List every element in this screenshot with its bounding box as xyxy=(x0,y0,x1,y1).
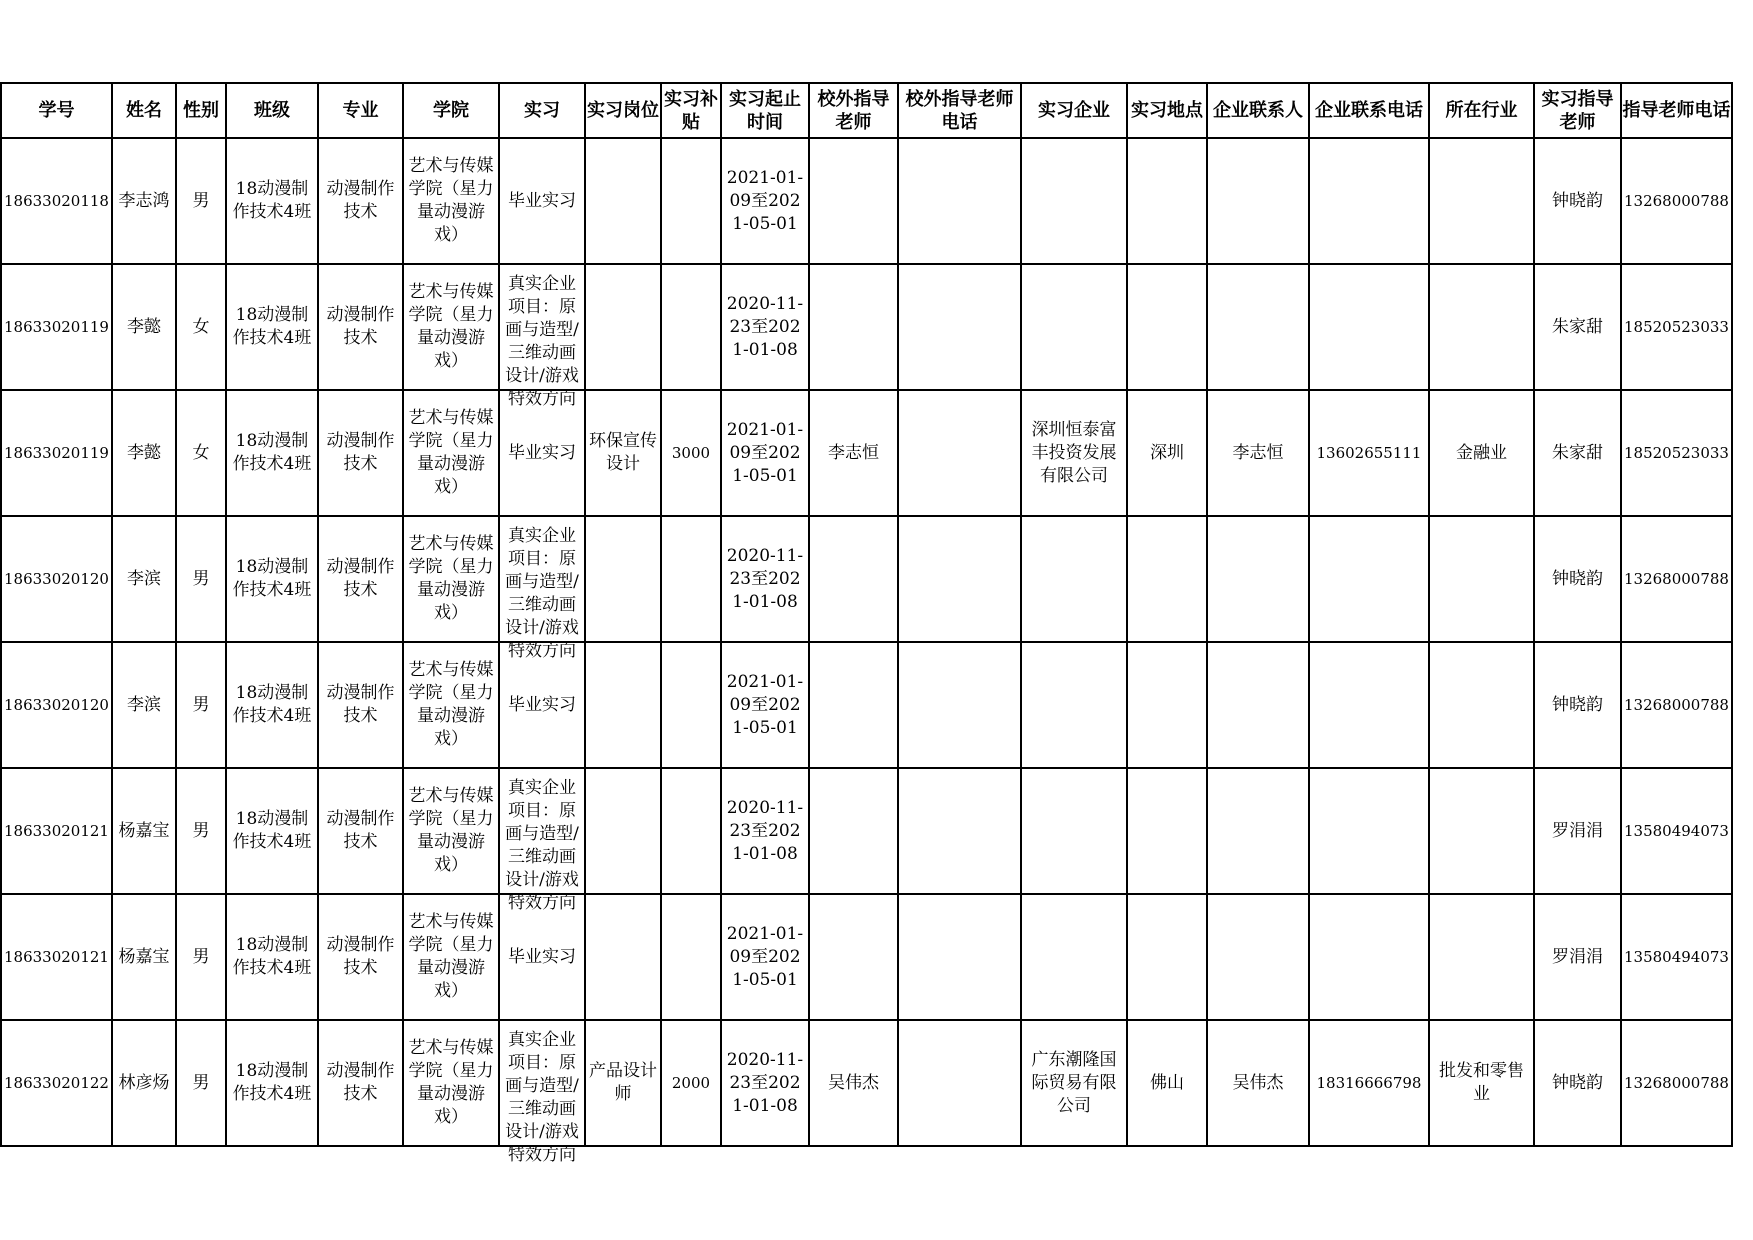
cell-text: 动漫制作技术 xyxy=(326,305,395,348)
column-header-student-id: 学号 xyxy=(1,83,112,138)
cell-company-phone xyxy=(1309,390,1429,516)
cell-text: 艺术与传媒学院（星力量动漫游戏） xyxy=(408,1038,494,1127)
cell-text: 林彦炀 xyxy=(118,1072,170,1093)
cell-text: 2021-01-09至2021-05-01 xyxy=(726,923,804,990)
cell-text: 李志鸿 xyxy=(118,190,170,211)
cell-text: 动漫制作技术 xyxy=(326,809,395,852)
cell-external-mentor xyxy=(809,642,898,768)
cell-text: 李滨 xyxy=(126,568,161,589)
cell-mentor-phone xyxy=(1621,768,1732,894)
cell-company-contact xyxy=(1207,1020,1309,1146)
cell-text: 18动漫制作技术4班 xyxy=(232,809,312,852)
cell-text: 艺术与传媒学院（星力量动漫游戏） xyxy=(408,786,494,875)
column-header-position: 实习岗位 xyxy=(585,83,661,138)
cell-mentor xyxy=(1534,516,1621,642)
cell-text: 艺术与传媒学院（星力量动漫游戏） xyxy=(408,282,494,371)
cell-gender xyxy=(176,642,226,768)
cell-external-mentor-phone xyxy=(898,894,1021,1020)
cell-major xyxy=(318,1020,403,1146)
cell-external-mentor xyxy=(809,516,898,642)
cell-text: 男 xyxy=(192,820,210,841)
cell-gender xyxy=(176,894,226,1020)
cell-class xyxy=(226,138,318,264)
table-row xyxy=(1,264,1732,390)
cell-college xyxy=(403,1020,499,1146)
cell-text: 18520523033 xyxy=(1623,317,1729,336)
cell-mentor xyxy=(1534,1020,1621,1146)
table-row xyxy=(1,1020,1732,1146)
cell-mentor-phone xyxy=(1621,390,1732,516)
cell-text: 动漫制作技术 xyxy=(326,1061,395,1104)
cell-company xyxy=(1021,768,1127,894)
cell-text: 钟晓韵 xyxy=(1551,694,1603,715)
cell-external-mentor-phone xyxy=(898,264,1021,390)
cell-company xyxy=(1021,138,1127,264)
cell-subsidy xyxy=(661,516,721,642)
column-header-industry: 所在行业 xyxy=(1429,83,1534,138)
cell-subsidy xyxy=(661,390,721,516)
cell-name xyxy=(112,516,176,642)
cell-company-phone xyxy=(1309,894,1429,1020)
cell-college xyxy=(403,264,499,390)
cell-text: 艺术与传媒学院（星力量动漫游戏） xyxy=(408,660,494,749)
cell-internship-type xyxy=(499,768,585,913)
cell-mentor-phone xyxy=(1621,138,1732,264)
cell-company xyxy=(1021,642,1127,768)
column-header-location: 实习地点 xyxy=(1127,83,1207,138)
cell-student-id xyxy=(1,768,112,894)
cell-text: 13268000788 xyxy=(1623,569,1729,588)
cell-industry xyxy=(1429,516,1534,642)
cell-position xyxy=(585,642,661,768)
cell-internship-type xyxy=(499,516,585,661)
cell-industry xyxy=(1429,138,1534,264)
cell-text: 18动漫制作技术4班 xyxy=(232,683,312,726)
cell-industry xyxy=(1429,894,1534,1020)
cell-gender xyxy=(176,1020,226,1146)
cell-external-mentor-phone xyxy=(898,138,1021,264)
cell-position xyxy=(585,1020,661,1146)
cell-company-phone xyxy=(1309,138,1429,264)
cell-text: 18633020121 xyxy=(4,947,109,966)
header-row xyxy=(1,83,1732,138)
cell-major xyxy=(318,264,403,390)
cell-external-mentor-phone xyxy=(898,516,1021,642)
cell-text: 18动漫制作技术4班 xyxy=(232,935,312,978)
cell-text: 艺术与传媒学院（星力量动漫游戏） xyxy=(408,534,494,623)
cell-company-contact xyxy=(1207,390,1309,516)
column-header-name: 姓名 xyxy=(112,83,176,138)
cell-text: 动漫制作技术 xyxy=(326,431,395,474)
cell-text: 18633020119 xyxy=(4,317,109,336)
cell-mentor-phone xyxy=(1621,894,1732,1020)
cell-text: 2020-11-23至2021-01-08 xyxy=(726,293,804,360)
table-row xyxy=(1,516,1732,642)
cell-text: 真实企业项目：原画与造型/三维动画设计/游戏特效方向 xyxy=(505,1030,579,1165)
column-header-internship-type: 实习 xyxy=(499,83,585,138)
column-header-period: 实习起止时间 xyxy=(721,83,809,138)
cell-text: 13580494073 xyxy=(1623,821,1729,840)
cell-text: 艺术与传媒学院（星力量动漫游戏） xyxy=(408,912,494,1001)
cell-text: 朱家甜 xyxy=(1551,442,1603,463)
cell-text: 动漫制作技术 xyxy=(326,557,395,600)
cell-text: 钟晓韵 xyxy=(1551,1072,1603,1093)
column-header-company: 实习企业 xyxy=(1021,83,1127,138)
cell-class xyxy=(226,264,318,390)
cell-text: 吴伟杰 xyxy=(827,1072,879,1093)
cell-mentor xyxy=(1534,894,1621,1020)
cell-text: 2020-11-23至2021-01-08 xyxy=(726,545,804,612)
column-header-company-phone: 企业联系电话 xyxy=(1309,83,1429,138)
cell-internship-type xyxy=(499,138,585,264)
cell-period xyxy=(721,642,809,768)
cell-text: 李懿 xyxy=(126,442,161,463)
cell-name xyxy=(112,264,176,390)
cell-location xyxy=(1127,264,1207,390)
cell-major xyxy=(318,894,403,1020)
cell-text: 深圳 xyxy=(1149,442,1184,463)
cell-college xyxy=(403,894,499,1020)
cell-gender xyxy=(176,264,226,390)
cell-company-contact xyxy=(1207,138,1309,264)
cell-gender xyxy=(176,768,226,894)
cell-external-mentor-phone xyxy=(898,768,1021,894)
cell-student-id xyxy=(1,642,112,768)
cell-position xyxy=(585,138,661,264)
cell-gender xyxy=(176,516,226,642)
cell-text: 产品设计师 xyxy=(588,1061,657,1104)
cell-text: 真实企业项目：原画与造型/三维动画设计/游戏特效方向 xyxy=(505,526,579,661)
cell-external-mentor xyxy=(809,1020,898,1146)
cell-mentor-phone xyxy=(1621,642,1732,768)
cell-text: 金融业 xyxy=(1455,442,1507,463)
cell-text: 艺术与传媒学院（星力量动漫游戏） xyxy=(408,408,494,497)
cell-location xyxy=(1127,1020,1207,1146)
cell-text: 18动漫制作技术4班 xyxy=(232,305,312,348)
cell-text: 18633020120 xyxy=(4,569,109,588)
cell-text: 13268000788 xyxy=(1623,1073,1729,1092)
cell-student-id xyxy=(1,516,112,642)
cell-company-contact xyxy=(1207,768,1309,894)
cell-text: 女 xyxy=(192,316,210,337)
cell-external-mentor xyxy=(809,390,898,516)
cell-period xyxy=(721,1020,809,1146)
cell-external-mentor xyxy=(809,264,898,390)
cell-text: 男 xyxy=(192,190,210,211)
cell-text: 李志恒 xyxy=(827,442,879,463)
cell-text: 艺术与传媒学院（星力量动漫游戏） xyxy=(408,156,494,245)
cell-company-contact xyxy=(1207,264,1309,390)
cell-gender xyxy=(176,138,226,264)
cell-location xyxy=(1127,516,1207,642)
cell-text: 动漫制作技术 xyxy=(326,935,395,978)
cell-text: 2021-01-09至2021-05-01 xyxy=(726,419,804,486)
cell-class xyxy=(226,390,318,516)
cell-text: 罗涓涓 xyxy=(1551,820,1603,841)
column-header-gender: 性别 xyxy=(176,83,226,138)
cell-industry xyxy=(1429,642,1534,768)
cell-external-mentor xyxy=(809,768,898,894)
cell-major xyxy=(318,768,403,894)
cell-text: 李志恒 xyxy=(1232,442,1284,463)
cell-text: 男 xyxy=(192,568,210,589)
table-row xyxy=(1,390,1732,516)
cell-gender xyxy=(176,390,226,516)
column-header-subsidy: 实习补贴 xyxy=(661,83,721,138)
internship-table xyxy=(0,82,1733,1165)
cell-subsidy xyxy=(661,138,721,264)
cell-position xyxy=(585,768,661,894)
cell-text: 钟晓韵 xyxy=(1551,190,1603,211)
cell-subsidy xyxy=(661,768,721,894)
cell-name xyxy=(112,894,176,1020)
cell-text: 环保宣传设计 xyxy=(588,431,657,474)
cell-text: 男 xyxy=(192,1072,210,1093)
cell-company-phone xyxy=(1309,768,1429,894)
cell-text: 杨嘉宝 xyxy=(118,820,170,841)
cell-subsidy xyxy=(661,642,721,768)
cell-class xyxy=(226,1020,318,1146)
cell-internship-type xyxy=(499,264,585,409)
column-header-company-contact: 企业联系人 xyxy=(1207,83,1309,138)
cell-college xyxy=(403,138,499,264)
cell-period xyxy=(721,894,809,1020)
cell-name xyxy=(112,768,176,894)
cell-class xyxy=(226,768,318,894)
cell-major xyxy=(318,390,403,516)
column-header-external-mentor-phone: 校外指导老师电话 xyxy=(898,83,1021,138)
cell-text: 杨嘉宝 xyxy=(118,946,170,967)
cell-period xyxy=(721,516,809,642)
cell-company-contact xyxy=(1207,642,1309,768)
cell-name xyxy=(112,138,176,264)
cell-major xyxy=(318,516,403,642)
cell-text: 18动漫制作技术4班 xyxy=(232,1061,312,1104)
cell-text: 批发和零售业 xyxy=(1438,1061,1524,1104)
cell-text: 2000 xyxy=(671,1073,711,1092)
cell-location xyxy=(1127,642,1207,768)
cell-name xyxy=(112,390,176,516)
cell-text: 真实企业项目：原画与造型/三维动画设计/游戏特效方向 xyxy=(505,274,579,409)
cell-period xyxy=(721,768,809,894)
cell-name xyxy=(112,642,176,768)
cell-company-phone xyxy=(1309,516,1429,642)
cell-text: 18动漫制作技术4班 xyxy=(232,557,312,600)
cell-text: 18520523033 xyxy=(1623,443,1729,462)
cell-text: 朱家甜 xyxy=(1551,316,1603,337)
cell-position xyxy=(585,516,661,642)
cell-position xyxy=(585,264,661,390)
cell-text: 毕业实习 xyxy=(507,190,576,211)
cell-text: 李懿 xyxy=(126,316,161,337)
cell-company-phone xyxy=(1309,1020,1429,1146)
cell-text: 18动漫制作技术4班 xyxy=(232,431,312,474)
cell-text: 李滨 xyxy=(126,694,161,715)
cell-text: 男 xyxy=(192,946,210,967)
cell-company xyxy=(1021,894,1127,1020)
cell-text: 广东潮隆国际贸易有限公司 xyxy=(1031,1049,1117,1116)
cell-subsidy xyxy=(661,1020,721,1146)
cell-text: 动漫制作技术 xyxy=(326,683,395,726)
cell-mentor xyxy=(1534,138,1621,264)
cell-company xyxy=(1021,264,1127,390)
cell-text: 女 xyxy=(192,442,210,463)
cell-external-mentor xyxy=(809,894,898,1020)
cell-major xyxy=(318,138,403,264)
table-row xyxy=(1,642,1732,768)
cell-student-id xyxy=(1,390,112,516)
cell-text: 13268000788 xyxy=(1623,695,1729,714)
cell-text: 18633020121 xyxy=(4,821,109,840)
cell-text: 13580494073 xyxy=(1623,947,1729,966)
table-body xyxy=(1,138,1732,1165)
cell-location xyxy=(1127,768,1207,894)
cell-position xyxy=(585,894,661,1020)
cell-class xyxy=(226,516,318,642)
cell-text: 13602655111 xyxy=(1316,443,1422,462)
cell-text: 2021-01-09至2021-05-01 xyxy=(726,167,804,234)
cell-mentor-phone xyxy=(1621,516,1732,642)
cell-text: 18316666798 xyxy=(1316,1073,1422,1092)
cell-internship-type xyxy=(499,1020,585,1165)
cell-position xyxy=(585,390,661,516)
cell-mentor xyxy=(1534,264,1621,390)
cell-text: 毕业实习 xyxy=(507,694,576,715)
cell-text: 2021-01-09至2021-05-01 xyxy=(726,671,804,738)
cell-company xyxy=(1021,516,1127,642)
cell-company-phone xyxy=(1309,642,1429,768)
cell-text: 2020-11-23至2021-01-08 xyxy=(726,797,804,864)
column-header-external-mentor: 校外指导老师 xyxy=(809,83,898,138)
cell-company-contact xyxy=(1207,516,1309,642)
cell-text: 钟晓韵 xyxy=(1551,568,1603,589)
table-row xyxy=(1,138,1732,264)
cell-text: 真实企业项目：原画与造型/三维动画设计/游戏特效方向 xyxy=(505,778,579,913)
cell-college xyxy=(403,390,499,516)
cell-text: 毕业实习 xyxy=(507,946,576,967)
cell-class xyxy=(226,642,318,768)
column-header-major: 专业 xyxy=(318,83,403,138)
cell-mentor xyxy=(1534,768,1621,894)
cell-external-mentor-phone xyxy=(898,642,1021,768)
cell-location xyxy=(1127,894,1207,1020)
cell-name xyxy=(112,1020,176,1146)
column-header-class: 班级 xyxy=(226,83,318,138)
cell-subsidy xyxy=(661,894,721,1020)
cell-text: 吴伟杰 xyxy=(1232,1072,1284,1093)
table-row xyxy=(1,894,1732,1020)
cell-text: 佛山 xyxy=(1149,1072,1184,1093)
cell-text: 18633020122 xyxy=(4,1073,109,1092)
cell-text: 男 xyxy=(192,694,210,715)
cell-text: 动漫制作技术 xyxy=(326,179,395,222)
cell-mentor xyxy=(1534,390,1621,516)
cell-student-id xyxy=(1,894,112,1020)
cell-student-id xyxy=(1,1020,112,1146)
cell-period xyxy=(721,264,809,390)
cell-industry xyxy=(1429,390,1534,516)
cell-external-mentor xyxy=(809,138,898,264)
cell-company xyxy=(1021,390,1127,516)
cell-company xyxy=(1021,1020,1127,1146)
cell-college xyxy=(403,516,499,642)
cell-major xyxy=(318,642,403,768)
cell-text: 3000 xyxy=(671,443,711,462)
cell-text: 18动漫制作技术4班 xyxy=(232,179,312,222)
cell-location xyxy=(1127,138,1207,264)
cell-text: 13268000788 xyxy=(1623,191,1729,210)
cell-mentor-phone xyxy=(1621,264,1732,390)
cell-external-mentor-phone xyxy=(898,1020,1021,1146)
column-header-mentor: 实习指导老师 xyxy=(1534,83,1621,138)
cell-mentor xyxy=(1534,642,1621,768)
cell-mentor-phone xyxy=(1621,1020,1732,1146)
cell-college xyxy=(403,768,499,894)
cell-company-contact xyxy=(1207,894,1309,1020)
cell-company-phone xyxy=(1309,264,1429,390)
cell-text: 2020-11-23至2021-01-08 xyxy=(726,1049,804,1116)
cell-industry xyxy=(1429,264,1534,390)
cell-text: 深圳恒泰富丰投资发展有限公司 xyxy=(1031,419,1117,486)
cell-industry xyxy=(1429,768,1534,894)
column-header-college: 学院 xyxy=(403,83,499,138)
cell-text: 毕业实习 xyxy=(507,442,576,463)
cell-text: 罗涓涓 xyxy=(1551,946,1603,967)
cell-subsidy xyxy=(661,264,721,390)
cell-period xyxy=(721,390,809,516)
column-header-mentor-phone: 指导老师电话 xyxy=(1621,83,1732,138)
cell-text: 18633020120 xyxy=(4,695,109,714)
table-row xyxy=(1,768,1732,894)
cell-period xyxy=(721,138,809,264)
cell-class xyxy=(226,894,318,1020)
cell-college xyxy=(403,642,499,768)
cell-external-mentor-phone xyxy=(898,390,1021,516)
cell-text: 18633020119 xyxy=(4,443,109,462)
cell-text: 18633020118 xyxy=(4,191,109,210)
cell-student-id xyxy=(1,264,112,390)
cell-location xyxy=(1127,390,1207,516)
cell-industry xyxy=(1429,1020,1534,1146)
cell-student-id xyxy=(1,138,112,264)
